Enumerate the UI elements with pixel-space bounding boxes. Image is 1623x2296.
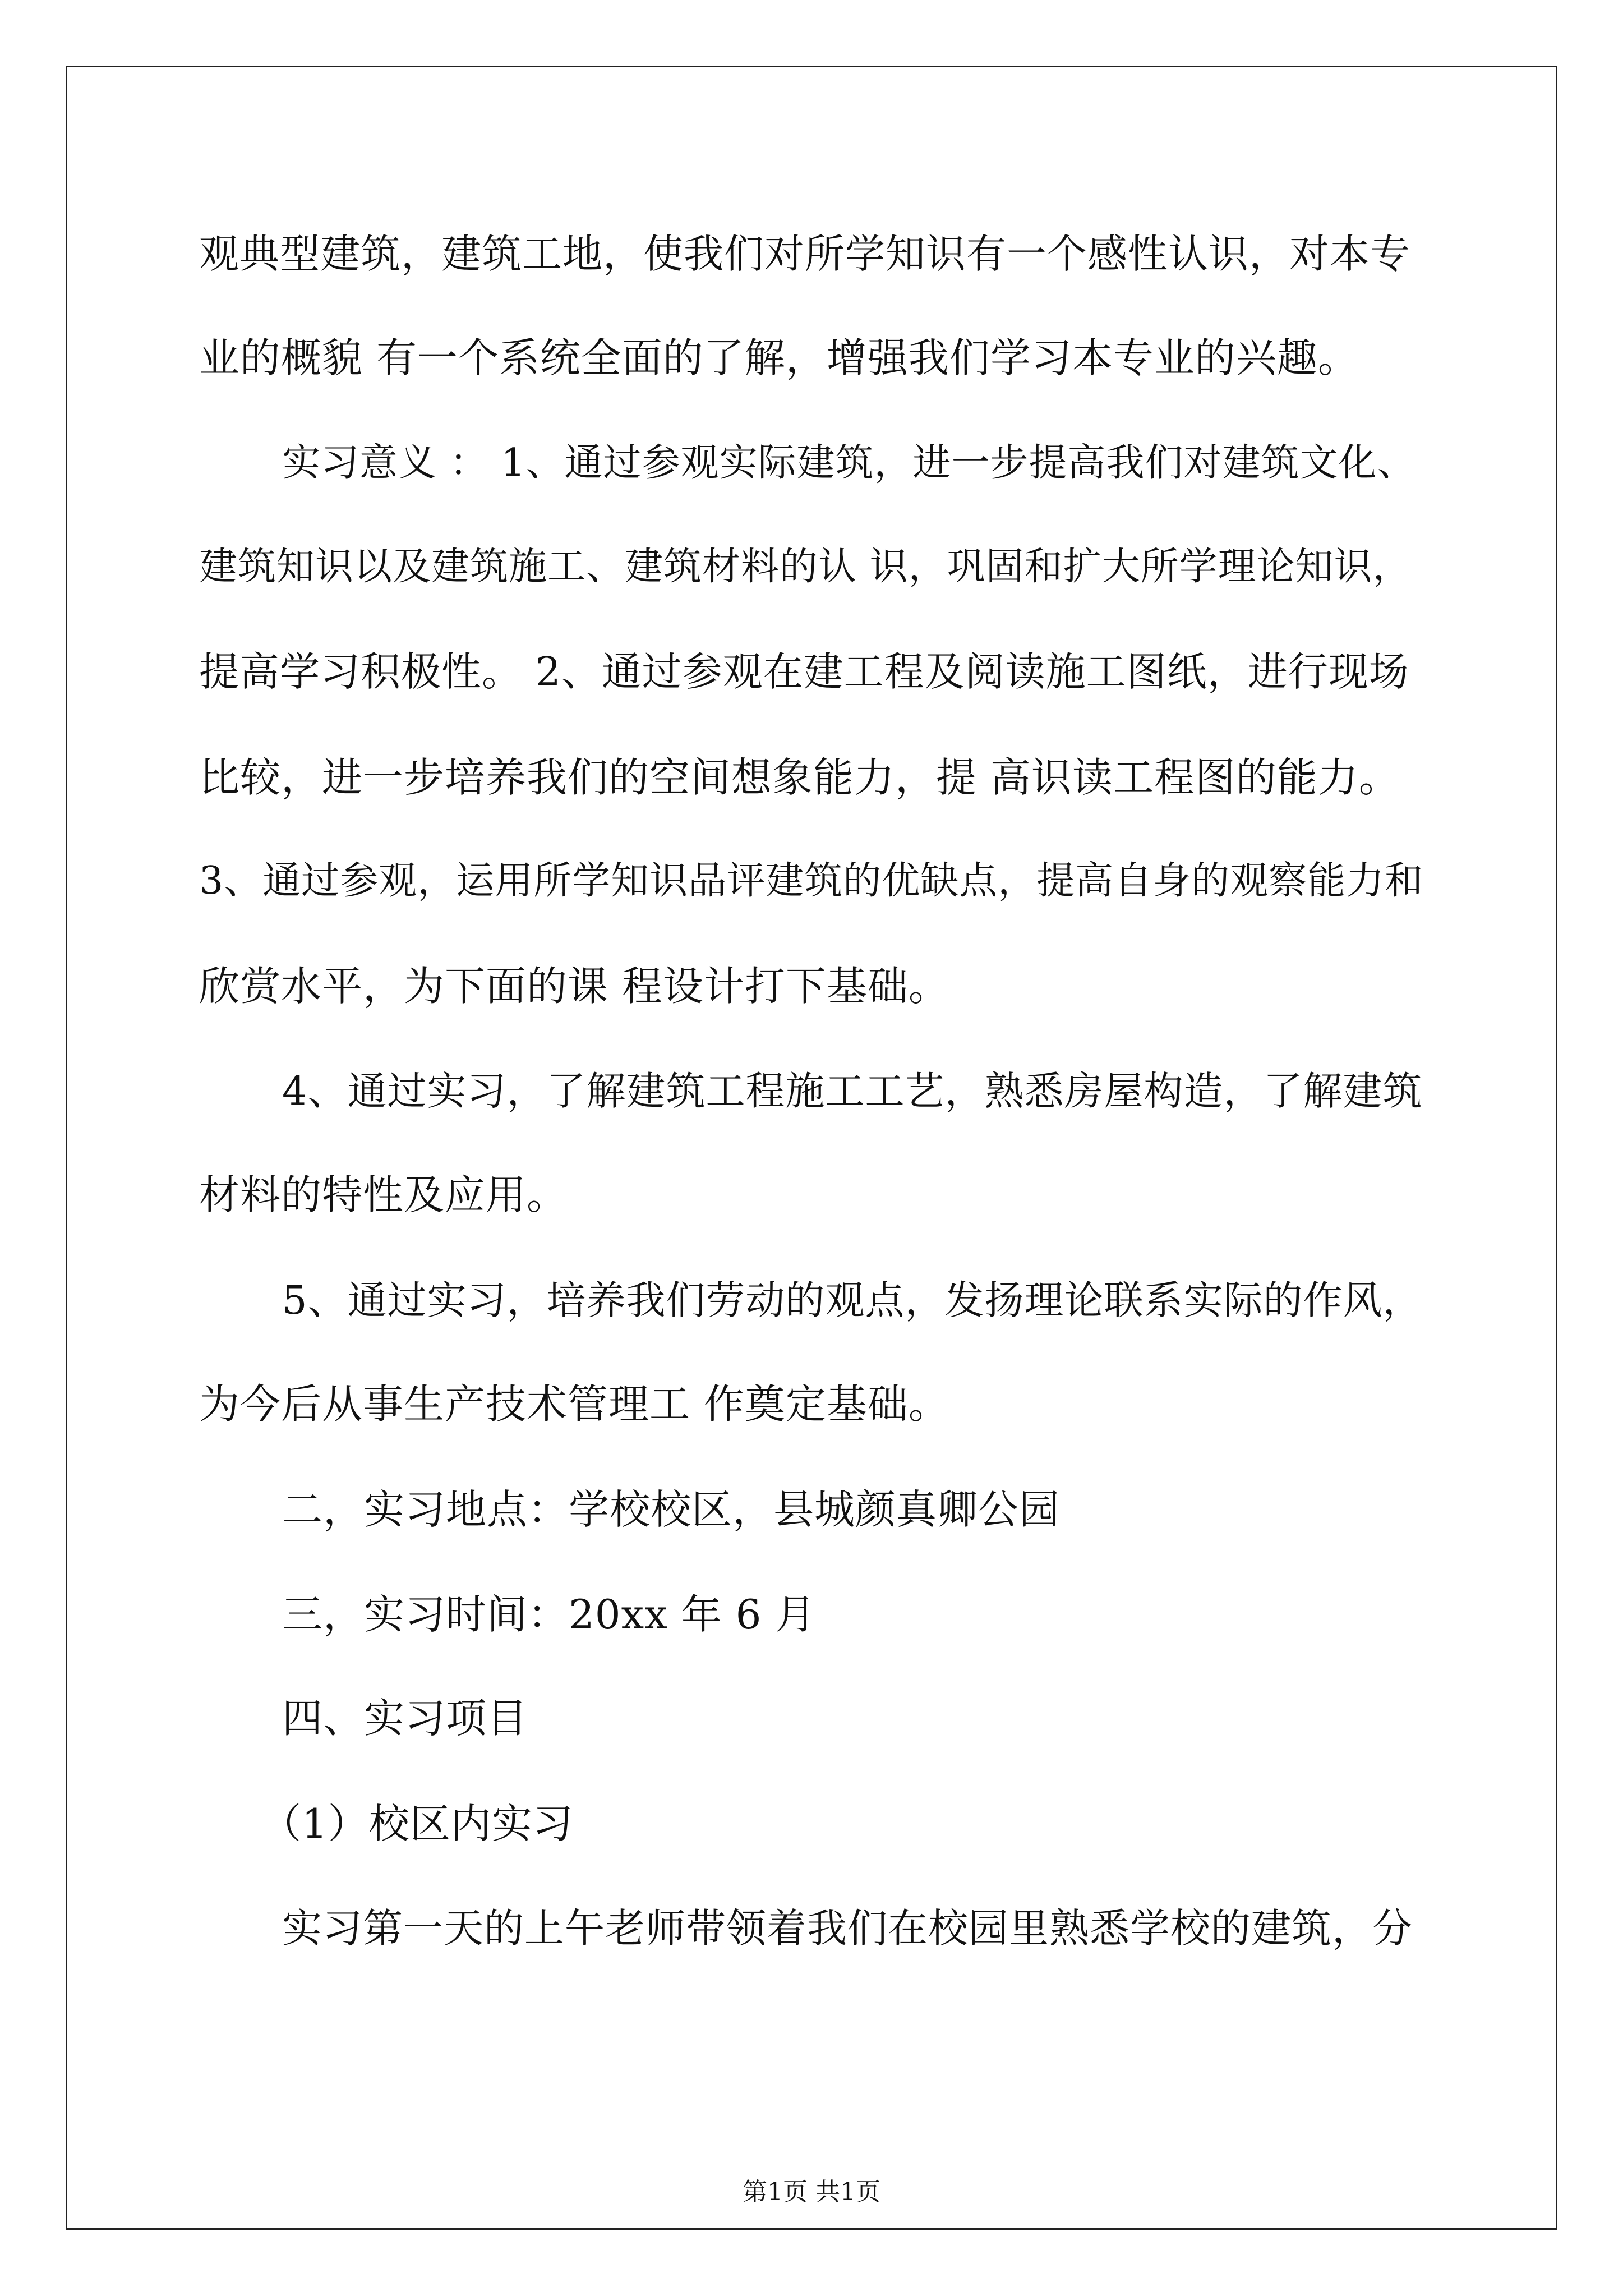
- text-line: 业的概貌 有一个系统全面的了解，增强我们学习本专业的兴趣。: [199, 334, 1359, 381]
- text-line: 提高学习积极性。 2、通过参观在建工程及阅读施工图纸，进行现场: [199, 648, 1409, 695]
- text-line: （1）校区内实习: [261, 1800, 574, 1847]
- text-line: 观典型建筑，建筑工地，使我们对所学知识有一个感性认识，对本专: [199, 231, 1411, 277]
- text-line: 建筑知识以及建筑施工、建筑材料的认 识，巩固和扩大所学理论知识，: [199, 545, 1412, 589]
- text-line: 实习意义 ： 1、通过参观实际建筑，进一步提高我们对建筑文化、: [282, 441, 1416, 485]
- text-line: 4、通过实习，了解建筑工程施工工艺，熟悉房屋构造，了解建筑: [282, 1068, 1423, 1114]
- text-line: 材料的特性及应用。: [199, 1171, 568, 1218]
- text-line: 欣赏水平，为下面的课 程设计打下基础。: [199, 963, 949, 1010]
- text-line: 5、通过实习，培养我们劳动的观点，发扬理论联系实际的作风，: [282, 1277, 1423, 1323]
- text-line: 二，实习地点：学校校区，县城颜真卿公园: [282, 1486, 1061, 1533]
- text-line: 四、实习项目: [282, 1695, 528, 1742]
- text-line: 为今后从事生产技术管理工 作奠定基础。: [199, 1381, 949, 1428]
- text-line: 实习第一天的上午老师带领着我们在校园里熟悉学校的建筑，分: [282, 1905, 1413, 1952]
- page-footer: 第1页 共1页: [743, 2178, 880, 2206]
- text-line: 比较，进一步培养我们的空间想象能力，提 高识读工程图的能力。: [199, 754, 1400, 801]
- text-line: 三，实习时间：20xx 年 6 月: [282, 1591, 817, 1638]
- text-line: 3、通过参观，运用所学知识品评建筑的优缺点，提高自身的观察能力和: [199, 859, 1424, 903]
